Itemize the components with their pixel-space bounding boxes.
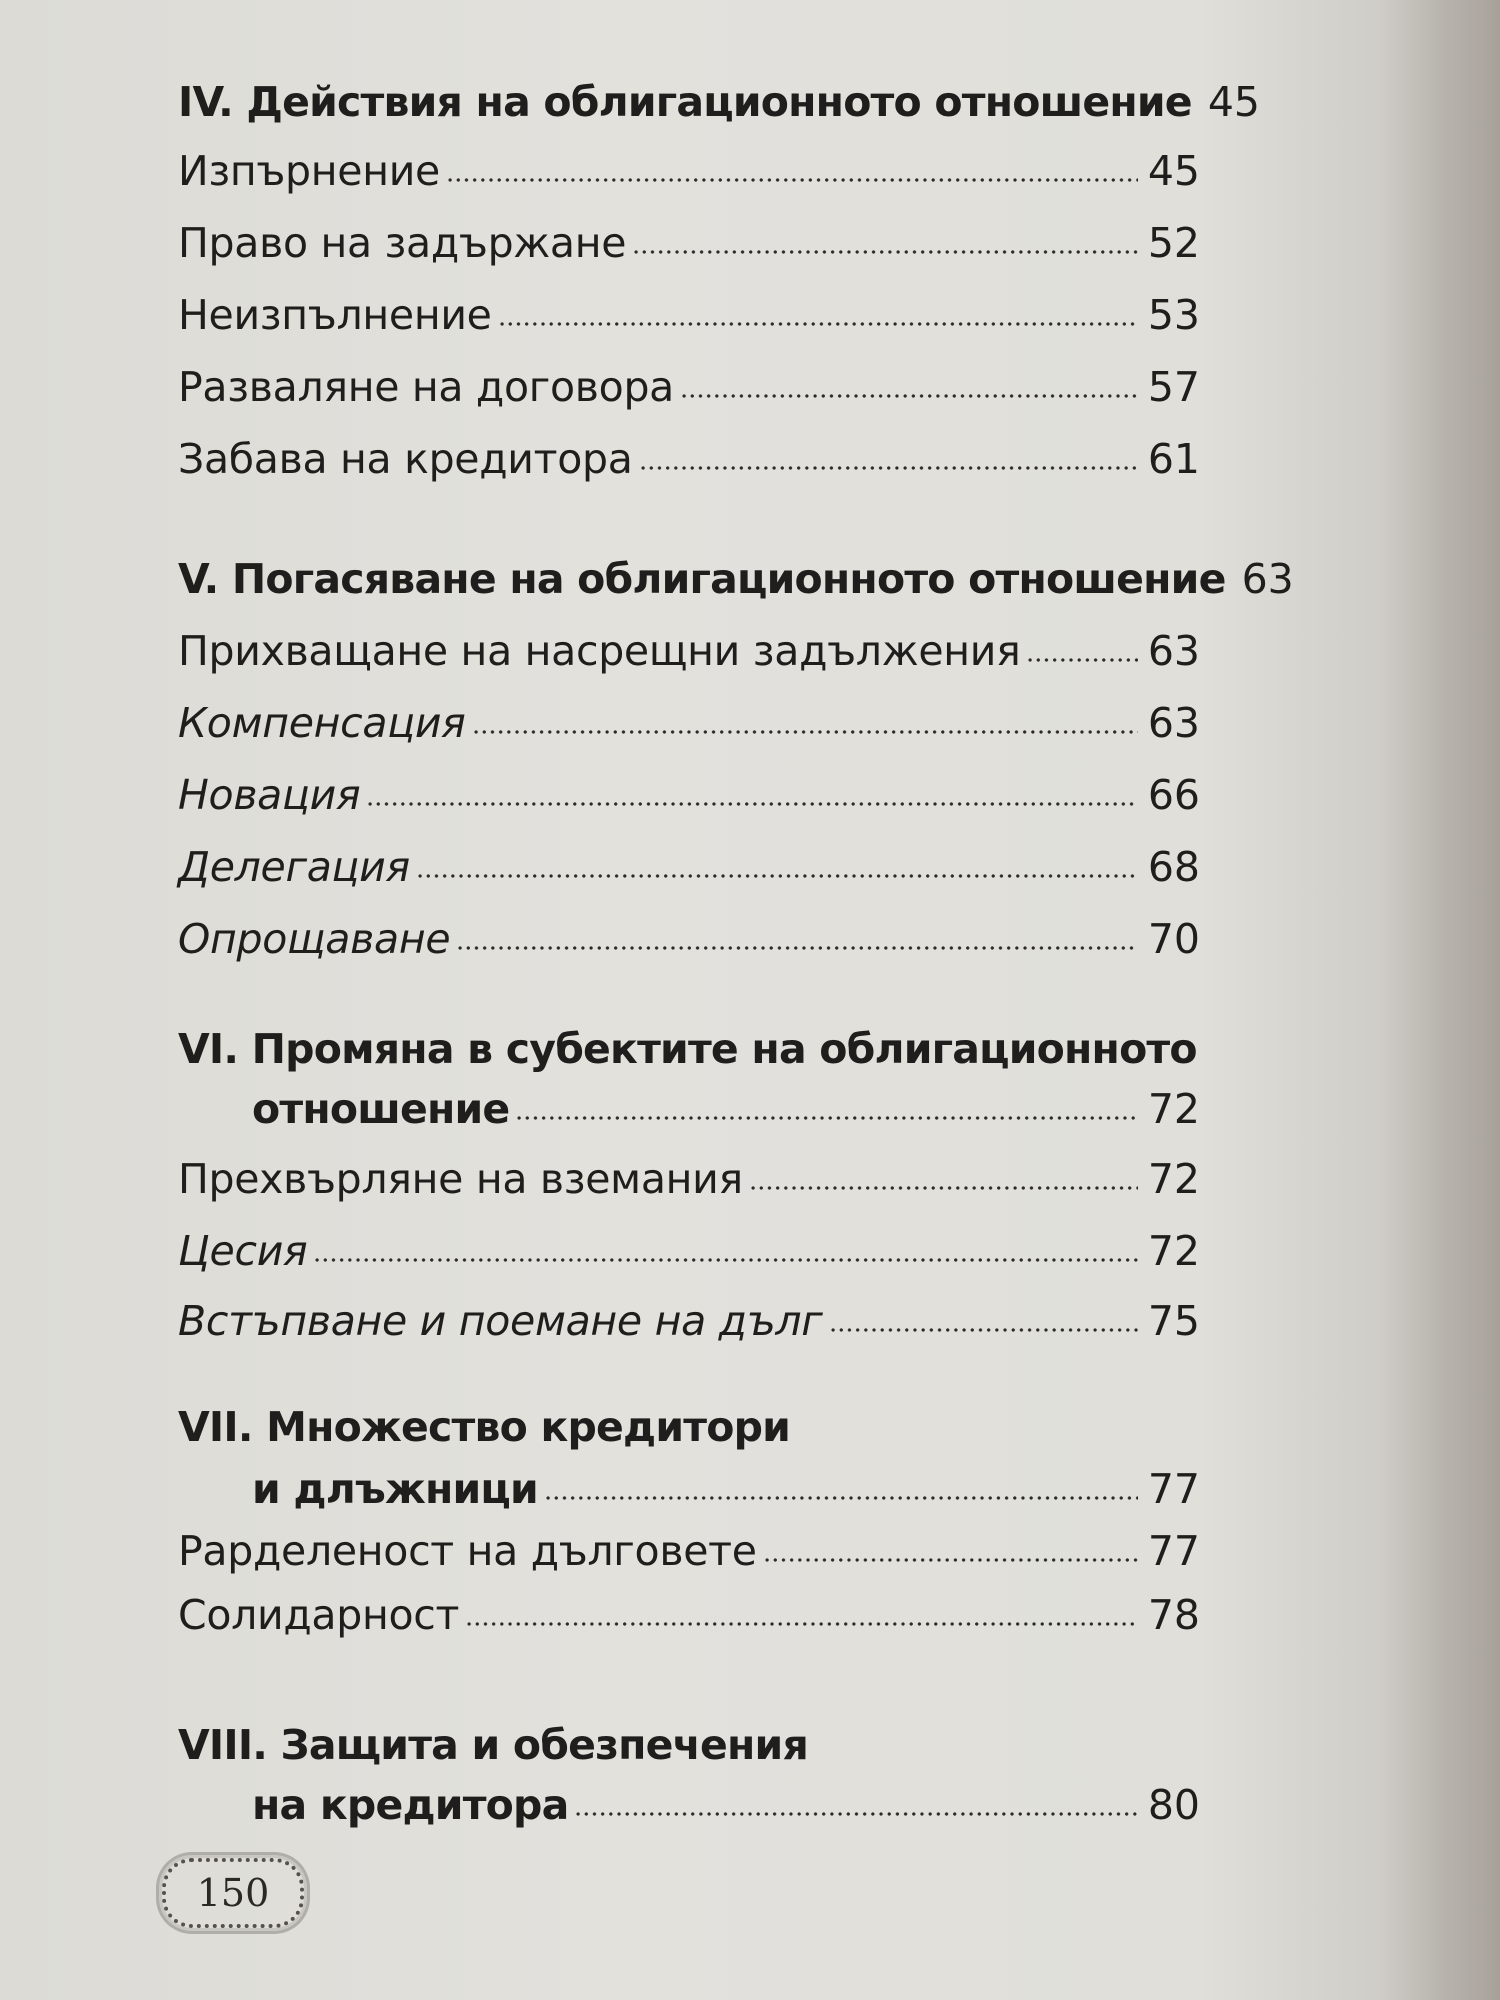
toc-heading-vii-continued [252, 1463, 1200, 1515]
leader-dots [632, 246, 1138, 258]
toc-entry-page: 66 [1147, 771, 1200, 819]
toc-entry-text: Цесия [178, 1227, 308, 1275]
toc-subentry [178, 1225, 1200, 1277]
toc-entry-page: 78 [1147, 1591, 1200, 1639]
toc-entry-text: Встъпване и поемане на дълг [178, 1297, 823, 1345]
toc-heading-viii: VIII. Защита и обезпечения [178, 1721, 808, 1769]
leader-dots [446, 174, 1138, 186]
toc-entry-text: Прихващане на насрещни задължения [178, 627, 1021, 675]
toc-entry [178, 217, 1200, 269]
toc-entry-page: 72 [1147, 1227, 1200, 1275]
toc-subentry [178, 769, 1200, 821]
toc-entry [178, 1589, 1200, 1641]
toc-entry-text: Опрощаване [178, 915, 451, 963]
toc-entry [178, 625, 1200, 677]
toc-entry-page: 45 [1207, 78, 1260, 126]
toc-heading-iv [178, 76, 1260, 128]
page-number-ornament [162, 1858, 304, 1928]
toc-entry-page: 77 [1147, 1527, 1200, 1575]
toc-entry-page: 70 [1147, 915, 1200, 963]
toc-subentry [178, 841, 1200, 893]
toc-entry-page: 63 [1147, 699, 1200, 747]
toc-heading-viii-continued [252, 1779, 1200, 1831]
toc-entry-text: Новация [178, 771, 361, 819]
toc-entry-page: 52 [1147, 219, 1200, 267]
leader-dots [749, 1182, 1138, 1194]
toc-entry-page: 77 [1147, 1465, 1200, 1513]
toc-entry-text: Рарделеност на дълговете [178, 1527, 757, 1575]
toc-subentry [178, 697, 1200, 749]
toc-entry [178, 361, 1200, 413]
toc-entry [178, 289, 1200, 341]
toc-entry-page: 57 [1147, 363, 1200, 411]
toc-entry [178, 1525, 1200, 1577]
toc-entry-text: Делегация [178, 843, 410, 891]
leader-dots [498, 318, 1138, 330]
leader-dots [416, 870, 1138, 882]
toc-entry-text: и длъжници [252, 1465, 538, 1513]
toc-entry-page: 80 [1147, 1781, 1200, 1829]
toc-subentry [178, 1295, 1200, 1347]
toc-heading-vi-continued [252, 1083, 1200, 1135]
toc-heading-vi: VI. Промяна в субектите на облигационното [178, 1025, 1197, 1073]
toc-entry [178, 1153, 1200, 1205]
toc-entry [178, 145, 1200, 197]
toc-entry-page: 63 [1147, 627, 1200, 675]
toc-entry [178, 433, 1200, 485]
toc-entry-text: на кредитора [252, 1781, 569, 1829]
toc-entry-text: Изпърнение [178, 147, 440, 195]
page-number: 150 [196, 1871, 270, 1915]
toc-entry-text: Солидарност [178, 1591, 460, 1639]
leader-dots [829, 1324, 1138, 1336]
toc-entry-page: 68 [1147, 843, 1200, 891]
leader-dots [515, 1112, 1137, 1124]
leader-dots [639, 462, 1138, 474]
toc-entry-text: Право на задържане [178, 219, 627, 267]
toc-entry-text: отношение [252, 1085, 510, 1133]
toc-entry-text: Прехвърляне на вземания [178, 1155, 743, 1203]
toc-entry-page: 63 [1241, 555, 1294, 603]
toc-entry-page: 75 [1147, 1297, 1200, 1345]
leader-dots [313, 1254, 1137, 1266]
toc-entry-page: 45 [1147, 147, 1200, 195]
toc-entry-page: 53 [1147, 291, 1200, 339]
leader-dots [544, 1492, 1138, 1504]
toc-entry-text: Компенсация [178, 699, 466, 747]
leader-dots [465, 1618, 1138, 1630]
toc-subentry [178, 913, 1200, 965]
leader-dots [472, 726, 1138, 738]
toc-heading-v [178, 553, 1294, 605]
leader-dots [1026, 654, 1137, 666]
toc-entry-page: 72 [1147, 1085, 1200, 1133]
leader-dots [456, 942, 1138, 954]
leader-dots [680, 390, 1138, 402]
toc-heading-vii: VII. Множество кредитори [178, 1403, 791, 1451]
toc-entry-text: IV. Действия на облигационното отношение [178, 78, 1192, 126]
toc-entry-page: 72 [1147, 1155, 1200, 1203]
leader-dots [763, 1554, 1138, 1566]
toc-entry-text: Разваляне на договора [178, 363, 674, 411]
leader-dots [366, 798, 1138, 810]
toc-entry-page: 61 [1147, 435, 1200, 483]
leader-dots [574, 1808, 1137, 1820]
toc-entry-text: V. Погасяване на облигационното отношение [178, 555, 1226, 603]
toc-entry-text: Забава на кредитора [178, 435, 633, 483]
toc-entry-text: Неизпълнение [178, 291, 492, 339]
